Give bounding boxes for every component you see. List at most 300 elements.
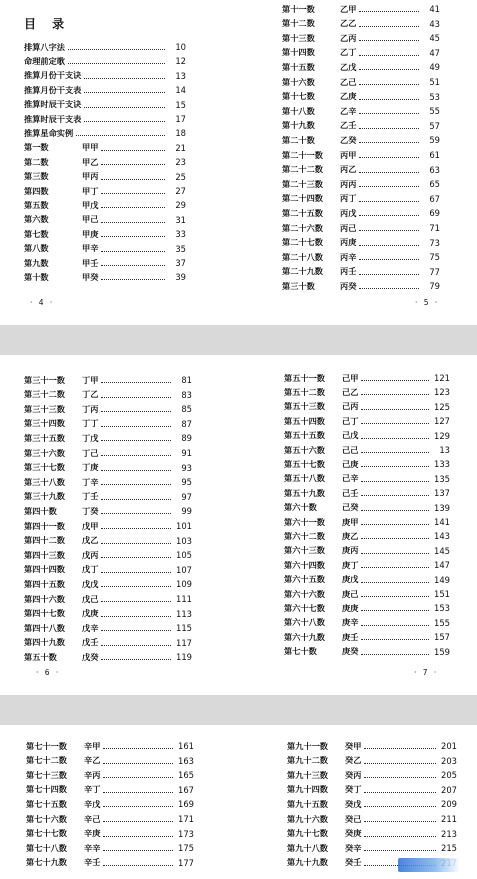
entry-stems: 丙庚 [340,237,357,248]
toc-entry[interactable] [284,616,450,630]
dot-leader [361,620,429,626]
page-number: 155 [434,617,450,628]
dot-leader [359,225,419,231]
toc-entry[interactable] [282,90,440,104]
entry-title: 第三十五数 [24,432,65,443]
toc-entry[interactable] [24,490,192,504]
entry-stems: 癸乙 [345,755,362,766]
toc-entry[interactable] [284,529,450,543]
page-number: 29 [175,200,186,211]
toc-entry[interactable] [24,198,186,212]
entry-stems: 戊庚 [82,608,99,619]
page-number: 145 [434,545,450,556]
entry-title: 第六十一数 [284,516,325,527]
toc-entry[interactable] [24,155,186,169]
entry-stems: 丙丁 [340,193,357,204]
page-number: 23 [175,157,186,168]
page-number: 25 [175,171,186,182]
page-number: 43 [429,18,440,29]
toc-entry[interactable] [282,279,440,293]
entry-title: 推算时辰干支诀 [24,99,82,110]
toc-entry[interactable] [284,601,450,615]
dot-leader [101,145,165,151]
dot-leader [103,743,173,749]
toc-entry[interactable] [24,431,192,445]
toc-entry[interactable] [26,739,194,753]
entry-title: 第九十八数 [287,842,328,853]
entry-stems: 辛庚 [84,828,101,839]
toc-entry[interactable] [24,504,192,518]
entry-stems: 庚甲 [342,516,359,527]
page-number: 13 [175,70,186,81]
entry-stems: 己壬 [342,487,359,498]
page-number: 77 [429,266,440,277]
entry-title: 第四十八数 [24,622,65,633]
entry-stems: 丙癸 [340,280,357,291]
entry-title: 命理前定歌 [24,55,65,66]
page-number: 93 [181,462,192,473]
entry-title: 第九十五数 [287,798,328,809]
toc-entry[interactable] [26,841,194,855]
page-number: 129 [434,430,450,441]
dot-leader [103,860,173,866]
entry-title: 第九十九数 [287,857,328,868]
page-number: 89 [181,433,192,444]
toc-entry[interactable] [287,841,457,855]
page-number: 79 [429,281,440,292]
dot-leader [361,562,429,568]
entry-title: 第六十五数 [284,574,325,585]
toc-entry[interactable] [287,783,457,797]
toc-entry[interactable] [24,461,192,475]
entry-title: 第十三数 [282,32,315,43]
dot-leader [359,167,419,173]
toc-entry[interactable] [282,119,440,133]
toc-entry[interactable] [284,645,450,659]
entry-stems: 癸辛 [345,842,362,853]
page-number: 137 [434,488,450,499]
entry-stems: 己庚 [342,458,359,469]
toc-entry[interactable] [282,192,440,206]
entry-stems: 乙甲 [340,3,357,14]
page-number: 175 [178,843,194,854]
dot-leader [359,35,419,41]
toc-entry[interactable] [24,112,186,126]
entry-stems: 庚壬 [342,631,359,642]
entry-title: 第十六数 [282,76,315,87]
toc-entry[interactable] [24,170,186,184]
entry-stems: 丁戊 [82,432,99,443]
page-number: 31 [175,214,186,225]
page-number: 85 [181,404,192,415]
dot-leader [101,494,171,500]
entry-stems: 癸己 [345,813,362,824]
toc-entry[interactable] [24,388,192,402]
dot-leader [361,447,429,453]
entry-stems: 丙乙 [340,164,357,175]
entry-title: 第四十六数 [24,593,65,604]
entry-title: 第三十二数 [24,389,65,400]
page-number: 18 [175,128,186,139]
entry-title: 第六十四数 [284,559,325,570]
toc-entry[interactable] [26,768,194,782]
dot-leader [101,406,171,412]
entry-title: 第十二数 [282,18,315,29]
toc-entry[interactable] [284,457,450,471]
toc-entry[interactable] [284,400,450,414]
toc-entry[interactable] [287,754,457,768]
entry-stems: 辛己 [84,813,101,824]
entry-stems: 戊丁 [82,564,99,575]
entry-title: 第七十四数 [26,784,67,795]
toc-entry[interactable] [24,242,186,256]
toc-entry[interactable] [24,256,186,270]
entry-stems: 丁丁 [82,418,99,429]
page-number: 103 [176,535,192,546]
entry-title: 第四十数 [24,505,57,516]
toc-entry[interactable] [284,472,450,486]
page-number: 51 [429,77,440,87]
toc-entry[interactable] [24,548,192,562]
dot-leader [101,174,165,180]
dot-leader [76,130,165,136]
page-number: 67 [429,193,440,204]
section-divider [0,325,477,355]
toc-entry[interactable] [284,515,450,529]
dot-leader [364,758,436,764]
page-number: 127 [434,416,450,427]
toc-entry[interactable] [282,75,440,89]
entry-title: 第五十四数 [284,415,325,426]
page-number: 71 [429,223,440,233]
dot-leader [68,58,165,64]
toc-entry[interactable] [284,558,450,572]
entry-stems: 丁乙 [82,389,99,400]
toc-entry[interactable] [284,544,450,558]
toc-entry[interactable] [24,563,192,577]
toc-entry[interactable] [282,163,440,177]
toc-entry[interactable] [284,573,450,587]
toc-entry[interactable] [282,221,440,235]
toc-entry[interactable] [24,373,192,387]
toc-entry[interactable] [282,104,440,118]
entry-stems: 戊甲 [82,520,99,531]
toc-entry[interactable] [24,126,186,140]
entry-title: 第六十九数 [284,631,325,642]
entry-title: 第七十三数 [26,769,67,780]
entry-title: 第六十三数 [284,545,325,556]
page-number: 113 [176,608,192,619]
entry-stems: 丙己 [340,222,357,233]
page-number: 101 [176,521,192,531]
entry-stems: 乙丁 [340,47,357,58]
toc-entry[interactable] [24,650,192,664]
entry-stems: 辛辛 [84,842,101,853]
page-number: 17 [175,114,186,124]
toc-entry[interactable] [26,856,194,870]
dot-leader [84,116,165,122]
dot-leader [359,240,419,246]
entry-title: 第十五数 [282,61,315,72]
dot-leader [364,816,436,822]
toc-entry[interactable] [284,486,450,500]
toc-entry[interactable] [26,827,194,841]
entry-title: 第六数 [24,214,49,225]
toc-entry[interactable] [282,46,440,60]
entry-stems: 丁壬 [82,491,99,502]
entry-title: 第九十三数 [287,769,328,780]
dot-leader [101,581,171,587]
page-number: 157 [434,632,450,643]
entry-title: 第三十八数 [24,476,65,487]
entry-stems: 癸丁 [345,784,362,795]
dot-leader [359,21,419,27]
dot-leader [359,79,419,85]
toc-entry[interactable] [24,270,186,284]
toc-entry[interactable] [24,83,186,97]
page-number: 12 [175,56,186,67]
toc-entry[interactable] [282,133,440,147]
entry-stems: 乙癸 [340,134,357,145]
page-number: 169 [178,799,194,810]
dot-leader [361,490,429,496]
toc-entry[interactable] [282,148,440,162]
entry-title: 推算星命实例 [24,127,74,138]
toc-entry[interactable] [24,417,192,431]
toc-entry[interactable] [24,519,192,533]
page-number: 13 [439,445,450,455]
page-number: 55 [429,106,440,117]
entry-stems: 庚癸 [342,646,359,657]
page-number: 171 [178,814,194,824]
entry-title: 第四十一数 [24,520,65,531]
dot-leader [103,758,173,764]
toc-entry[interactable] [287,797,457,811]
entry-title: 第三十九数 [24,491,65,502]
page-number: 53 [429,91,440,102]
entry-stems: 丙戊 [340,207,357,218]
page-number: 159 [434,646,450,657]
dot-leader [361,605,429,611]
entry-stems: 丁辛 [82,476,99,487]
toc-entry[interactable] [287,739,457,753]
toc-entry[interactable] [284,501,450,515]
page-number: 97 [181,491,192,502]
toc-entry[interactable] [24,227,186,241]
folio: · 6 · [36,668,61,677]
page-number: 143 [434,531,450,542]
entry-stems: 辛壬 [84,857,101,868]
toc-entry[interactable] [282,60,440,74]
page-number: 201 [441,741,457,751]
section-divider [0,695,477,725]
toc-entry[interactable] [24,534,192,548]
toc-entry[interactable] [287,812,457,826]
entry-stems: 庚丙 [342,545,359,556]
entry-title: 第十九数 [282,120,315,131]
page-number: 207 [441,784,457,795]
entry-title: 排算八字法 [24,41,65,52]
page-number: 10 [175,42,186,52]
dot-leader [101,231,165,237]
entry-title: 第二十七数 [282,237,323,248]
entry-stems: 庚戊 [342,574,359,585]
entry-title: 第十数 [24,271,49,282]
entry-title: 第五十二数 [284,386,325,397]
page-number: 27 [175,186,186,196]
toc-entry[interactable] [26,812,194,826]
dot-leader [101,421,171,427]
toc-entry[interactable] [284,443,450,457]
dot-leader [364,772,436,778]
toc-entry[interactable] [24,636,192,650]
entry-title: 第七数 [24,228,49,239]
dot-leader [364,787,436,793]
toc-entry[interactable] [282,250,440,264]
toc-entry[interactable] [284,414,450,428]
entry-title: 第二十八数 [282,251,323,262]
entry-title: 第三十数 [282,280,315,291]
folio: · 7 · [414,668,439,677]
dot-leader [101,217,165,223]
toc-entry[interactable] [24,402,192,416]
page-number: 21 [175,142,186,153]
entry-title: 第四十三数 [24,549,65,560]
page-number: 211 [441,814,457,824]
page-number: 81 [181,375,192,385]
toc-entry[interactable] [24,69,186,83]
toc-entry[interactable] [24,475,192,489]
entry-stems: 甲甲 [82,142,99,153]
entry-title: 第六十数 [284,502,317,513]
page-number: 87 [181,418,192,429]
page-number: 69 [429,208,440,219]
toc-entry[interactable] [24,592,192,606]
entry-title: 第二十三数 [282,178,323,189]
dot-leader [361,519,429,525]
page-number: 73 [429,237,440,248]
entry-stems: 丙辛 [340,251,357,262]
dot-leader [359,50,419,56]
dot-leader [361,548,429,554]
entry-title: 第七十二数 [26,755,67,766]
toc-entry[interactable] [24,98,186,112]
entry-title: 第二十六数 [282,222,323,233]
entry-stems: 甲辛 [82,243,99,254]
toc-entry[interactable] [282,177,440,191]
entry-stems: 辛甲 [84,740,101,751]
toc-entry[interactable] [24,607,192,621]
toc-entry[interactable] [284,587,450,601]
toc-entry[interactable] [24,621,192,635]
page-number: 83 [181,389,192,400]
entry-title: 第七十数 [284,646,317,657]
toc-entry[interactable] [282,206,440,220]
entry-title: 第二十数 [282,134,315,145]
toc-entry[interactable] [24,54,186,68]
dot-leader [101,202,165,208]
entry-title: 第九十四数 [287,784,328,795]
toc-entry[interactable] [284,385,450,399]
toc-entry[interactable] [26,754,194,768]
entry-stems: 乙己 [340,76,357,87]
page-number: 91 [181,448,192,458]
dot-leader [361,634,429,640]
toc-entry[interactable] [284,429,450,443]
page-number: 173 [178,828,194,839]
toc-entry[interactable] [26,797,194,811]
toc-entry[interactable] [284,371,450,385]
dot-leader [361,476,429,482]
entry-stems: 丙丙 [340,178,357,189]
toc-entry[interactable] [24,184,186,198]
dot-leader [101,274,165,280]
entry-stems: 甲己 [82,214,99,225]
entry-title: 第九十一数 [287,740,328,751]
dot-leader [359,210,419,216]
entry-stems: 戊乙 [82,535,99,546]
toc-entry[interactable] [287,768,457,782]
dot-leader [84,87,165,93]
entry-title: 第七十八数 [26,842,67,853]
page-number: 139 [434,502,450,513]
entry-title: 第五十一数 [284,372,325,383]
toc-entry[interactable] [24,446,192,460]
dot-leader [361,433,429,439]
entry-stems: 己丙 [342,401,359,412]
toc-entry[interactable] [24,577,192,591]
entry-title: 第三数 [24,171,49,182]
entry-stems: 己戊 [342,430,359,441]
dot-leader [101,479,171,485]
entry-stems: 戊己 [82,593,99,604]
toc-entry[interactable] [282,236,440,250]
entry-title: 第六十二数 [284,530,325,541]
entry-title: 第六十七数 [284,602,325,613]
entry-title: 第四十五数 [24,578,65,589]
entry-stems: 丁癸 [82,505,99,516]
page-number: 61 [429,150,440,160]
toc-entry[interactable] [282,265,440,279]
toc-entry[interactable] [287,827,457,841]
entry-stems: 丙甲 [340,149,357,160]
toc-entry[interactable] [282,31,440,45]
dot-leader [359,108,419,114]
toc-entry[interactable] [24,40,186,54]
toc-entry[interactable] [24,141,186,155]
dot-leader [101,188,165,194]
toc-entry[interactable] [282,2,440,16]
entry-stems: 甲丙 [82,171,99,182]
page-number: 161 [178,741,194,751]
entry-title: 第三十七数 [24,462,65,473]
dot-leader [101,567,171,573]
entry-stems: 丁己 [82,447,99,458]
dot-leader [361,533,429,539]
toc-entry[interactable] [24,213,186,227]
toc-entry[interactable] [26,783,194,797]
entry-title: 第四十九数 [24,637,65,648]
toc-entry[interactable] [284,630,450,644]
entry-stems: 庚辛 [342,617,359,628]
entry-stems: 辛戊 [84,798,101,809]
toc-entry[interactable] [282,17,440,31]
dot-leader [101,625,171,631]
entry-stems: 乙辛 [340,105,357,116]
page-number: 35 [175,243,186,254]
page-number: 151 [434,589,450,599]
entry-stems: 癸庚 [345,828,362,839]
